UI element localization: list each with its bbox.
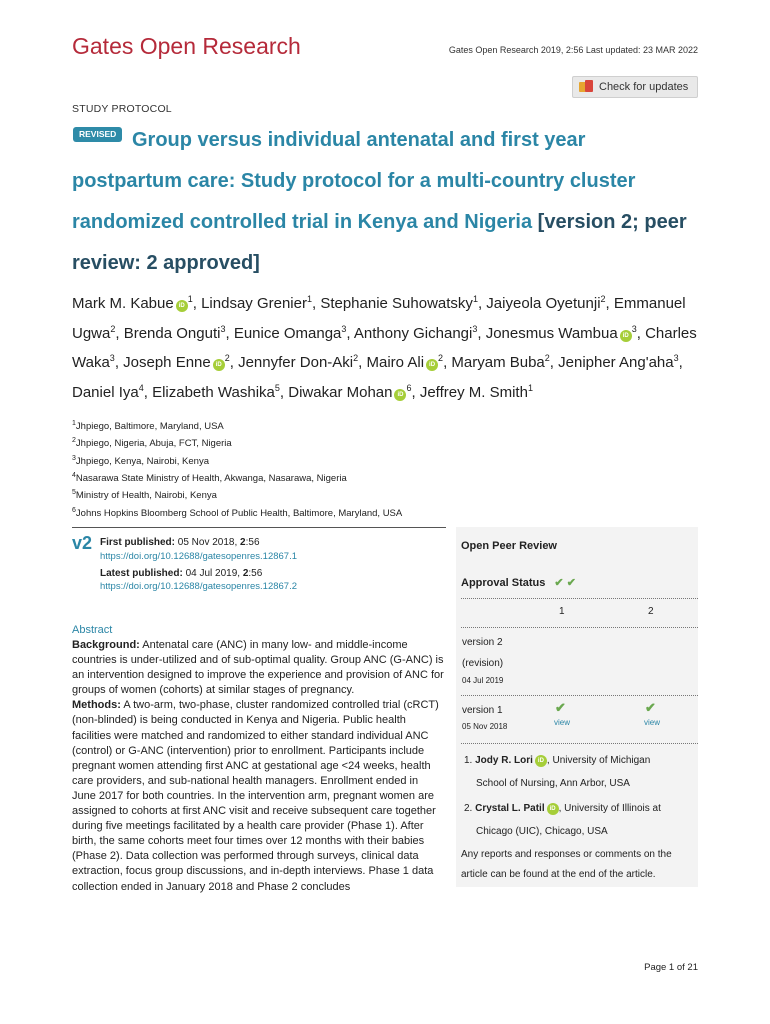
author-separator: , [443, 354, 452, 371]
author-separator: , [229, 354, 239, 371]
approval-check-icons: ✔ ✔ [554, 577, 576, 589]
author-affiliation-ref: 1 [472, 294, 478, 304]
first-published [100, 537, 260, 548]
author-name: Anthony Gichangi [353, 324, 473, 342]
author [486, 295, 614, 312]
affiliation [72, 504, 402, 521]
abstract-body [72, 638, 444, 895]
page-number: Page 1 of 21 [644, 962, 698, 973]
affiliation-text: Ministry of Health, Nairobi, Kenya [75, 490, 217, 502]
author-name: Charles Waka [72, 324, 697, 371]
author [486, 325, 645, 342]
author-affiliation-ref: 3 [673, 353, 679, 363]
author-separator: , [225, 324, 234, 342]
author [72, 295, 201, 312]
author-name: Lindsay Grenier [201, 295, 307, 312]
first-published-date: 05 Nov 2018, [175, 537, 241, 548]
author-separator: , [549, 354, 559, 371]
reviewer-col-2: 2 [648, 606, 654, 617]
divider [72, 527, 446, 528]
author-separator: , [605, 295, 614, 312]
title-text: Group versus individual antenatal and first year postpartum care: Study protocol for a multi-country cluster randomized controlled trial in Kenya and Nigeria [72, 129, 636, 233]
orcid-icon[interactable]: iD [620, 330, 632, 342]
crossmark-icon [579, 80, 593, 94]
author-affiliation-ref: 3 [220, 323, 226, 334]
author-name: Brenda Onguti [123, 324, 221, 342]
article-title [72, 120, 692, 284]
author [72, 384, 152, 401]
affiliation-number: 6 [72, 506, 76, 514]
first-published-article: :56 [245, 537, 260, 548]
reviewer-2-approved-icon: ✔ [645, 700, 656, 715]
check-for-updates-button[interactable] [572, 76, 698, 98]
author-affiliation-ref: 2 [600, 294, 606, 304]
author-separator: , [115, 324, 124, 342]
latest-published-article: :56 [248, 568, 263, 579]
affiliation-text: Jhpiego, Kenya, Nairobi, Kenya [75, 455, 209, 467]
affiliation [72, 469, 402, 486]
author-affiliation-ref: 5 [274, 382, 280, 393]
affiliation [72, 452, 402, 469]
author-affiliation-ref: 3 [631, 323, 637, 334]
author-affiliation-ref: 6 [406, 382, 412, 393]
version-note: [version 2; peer review: 2 approved] [72, 211, 687, 274]
author-name: Emmanuel Ugwa [72, 295, 686, 342]
author-name: Eunice Omanga [233, 324, 342, 342]
reviewer-col-1: 1 [559, 606, 565, 617]
reviewer-2 [464, 797, 699, 843]
check-for-updates-label: Check for updates [599, 81, 689, 93]
author-affiliation-ref: 2 [438, 353, 444, 363]
latest-published-date: 04 Jul 2019, [182, 568, 243, 579]
author-separator: , [678, 354, 683, 371]
author-name: Jennyfer Don-Aki [238, 354, 354, 371]
author-name: Elizabeth Washika [152, 383, 275, 401]
author [420, 384, 533, 401]
orcid-icon[interactable]: iD [426, 359, 438, 371]
latest-doi-link[interactable]: https://doi.org/10.12688/gatesopenres.12867.2 [100, 581, 298, 592]
reviewer-2-affiliation: , University of Illinois at [558, 803, 661, 814]
version-2-date: 04 Jul 2019 [462, 676, 504, 685]
reviewer-2-affiliation-cont: Chicago (UIC), Chicago, USA [476, 826, 608, 837]
reviewer-1 [464, 749, 699, 795]
reviewer-1-affiliation-cont: School of Nursing, Ann Arbor, USA [476, 778, 630, 789]
orcid-icon[interactable]: iD [176, 300, 188, 312]
author-name: Diwakar Mohan [288, 383, 393, 401]
version-1-date: 05 Nov 2018 [462, 722, 508, 731]
affiliation-text: Jhpiego, Baltimore, Maryland, USA [75, 421, 224, 433]
reviewer-2-number: 2. [464, 803, 473, 814]
author-affiliation-ref: 2 [224, 353, 230, 363]
methods-label: Methods: [72, 699, 121, 712]
author-separator: , [311, 295, 321, 312]
affiliation-number: 4 [72, 472, 76, 480]
author [558, 354, 683, 371]
author-name: Stephanie Suhowatsky [320, 295, 473, 312]
approval-status [461, 576, 576, 589]
author-affiliation-ref: 3 [472, 323, 478, 334]
author-list [72, 287, 712, 405]
affiliation-number: 3 [72, 454, 76, 462]
peer-review-note: Any reports and responses or comments on the article can be found at the end of the article. [461, 849, 672, 880]
author-affiliation-ref: 3 [341, 323, 347, 334]
affiliation [72, 486, 402, 503]
version-1-label: version 1 [462, 705, 503, 716]
affiliation-text: Nasarawa State Ministry of Health, Akwanga, Nasarawa, Nigeria [75, 473, 347, 485]
affiliation-text: Jhpiego, Nigeria, Abuja, FCT, Nigeria [75, 438, 232, 450]
divider [461, 627, 698, 628]
version-tag: v2 [72, 533, 93, 553]
version-2-revision: (revision) [462, 658, 504, 669]
latest-published [100, 568, 262, 579]
author-name: Jeffrey M. Smith [419, 383, 528, 401]
abstract-heading: Abstract [72, 624, 113, 636]
first-published-volume: 2 [240, 537, 246, 548]
author-affiliation-ref: 3 [109, 353, 115, 363]
author [367, 354, 452, 371]
author-affiliation-ref: 2 [353, 353, 359, 363]
author-separator: , [279, 383, 289, 401]
journal-name: Gates Open Research [72, 33, 301, 59]
first-doi-link[interactable]: https://doi.org/10.12688/gatesopenres.12867.1 [100, 551, 298, 562]
reviewer-1-affiliation: , University of Michigan [546, 755, 651, 766]
reviewer-1-view-link[interactable]: view [554, 718, 571, 727]
latest-published-volume: 2 [242, 568, 249, 579]
author [238, 354, 366, 371]
author-affiliation-ref: 1 [527, 382, 533, 393]
author-separator: , [636, 324, 646, 342]
methods-text: A two-arm, two-phase, cluster randomized controlled trial (cRCT) (non-blinded) is being conducted in Kenya and Nigeria. Public health facilities were matched and randomized to either standard individual ANC (control) or G-ANC (intervention) prior to enrollment. Participants include pregnant women attending first ANC at gestational age <24 weeks, health care providers, and sub-national health managers. Enrollment ended in June 2017 for both countries. In the intervention arm, pregnant women are assigned to cohorts at first ANC visit and receive subsequent care together during five meetings facilitated by a health care provider (Phase 1). After birth, the same cohorts meet four times over 12 months with their babies (Phase 2). Data collection was performed through surveys, clinical data extraction, focus group discussions, and in-depth interviews. Phase 1 data collection ended in January 2018 and Phase 2 concludes [72, 699, 439, 893]
author-affiliation-ref: 1 [306, 294, 312, 304]
background-text: Antenatal care (ANC) in many low- and middle-income countries is under-utilized and of sub-optimal quality. Group ANC (G-ANC) is an intervention designed to improve the experience and provision of ANC for groups of women (cohorts) at similar stages of pregnancy. [72, 639, 444, 697]
divider [461, 743, 698, 744]
affiliation-number: 1 [72, 420, 76, 427]
author [288, 384, 420, 401]
reviewer-1-number: 1. [464, 755, 473, 766]
author-affiliation-ref: 1 [187, 294, 193, 304]
peer-review-title: Open Peer Review [461, 540, 557, 552]
affiliation-number: 5 [72, 489, 76, 497]
author-affiliation-ref: 2 [544, 353, 550, 363]
author-name: Mairo Ali [366, 354, 425, 371]
author-separator: , [114, 354, 124, 371]
header-meta: Gates Open Research 2019, 2:56 Last updated: 23 MAR 2022 [448, 45, 698, 55]
reviewer-2-view-link[interactable]: view [644, 718, 661, 727]
article-type-label: STUDY PROTOCOL [72, 103, 172, 115]
orcid-icon[interactable]: iD [535, 755, 547, 767]
first-published-label: First published: [100, 537, 175, 548]
author-name: Jonesmus Wambua [485, 324, 618, 342]
author-separator: , [358, 354, 367, 371]
version-2-label: version 2 [462, 637, 503, 648]
author [124, 325, 234, 342]
background-label: Background: [72, 639, 140, 651]
author-separator: , [477, 295, 487, 312]
reviewer-1-approved-icon: ✔ [555, 700, 566, 715]
author-name: Daniel Iya [72, 383, 139, 401]
author-name: Jaiyeola Oyetunji [486, 295, 601, 312]
author-name: Joseph Enne [123, 354, 211, 371]
divider [461, 598, 698, 599]
author-name: Jenipher Ang'aha [558, 354, 674, 371]
affiliation [72, 417, 402, 434]
author [320, 295, 486, 312]
author-name: Maryam Buba [451, 354, 545, 371]
latest-published-label: Latest published: [100, 568, 183, 579]
orcid-icon[interactable]: iD [394, 389, 406, 401]
affiliation-list [72, 417, 402, 521]
author [201, 295, 320, 312]
author [123, 354, 238, 371]
affiliation-text: Johns Hopkins Bloomberg School of Public Health, Baltimore, Maryland, USA [75, 507, 403, 519]
affiliation-number: 2 [72, 437, 76, 445]
author [451, 354, 558, 371]
author-separator: , [192, 295, 202, 312]
author-separator: , [411, 383, 420, 401]
author-separator: , [477, 324, 486, 342]
reviewer-2-name[interactable]: Crystal L. Patil [475, 803, 545, 814]
orcid-icon[interactable]: iD [213, 359, 225, 371]
affiliation [72, 434, 402, 451]
orcid-icon[interactable]: iD [547, 803, 559, 815]
reviewer-1-name[interactable]: Jody R. Lori [475, 755, 533, 766]
author [354, 325, 486, 342]
author-separator: , [346, 324, 354, 342]
author [152, 384, 288, 401]
author-separator: , [143, 383, 153, 401]
author [234, 325, 354, 342]
author-affiliation-ref: 4 [138, 382, 144, 393]
revised-badge: REVISED [73, 127, 122, 142]
author-affiliation-ref: 2 [110, 323, 116, 334]
approval-status-label: Approval Status [461, 577, 546, 589]
author-name: Mark M. Kabue [72, 295, 174, 312]
divider [461, 695, 698, 696]
